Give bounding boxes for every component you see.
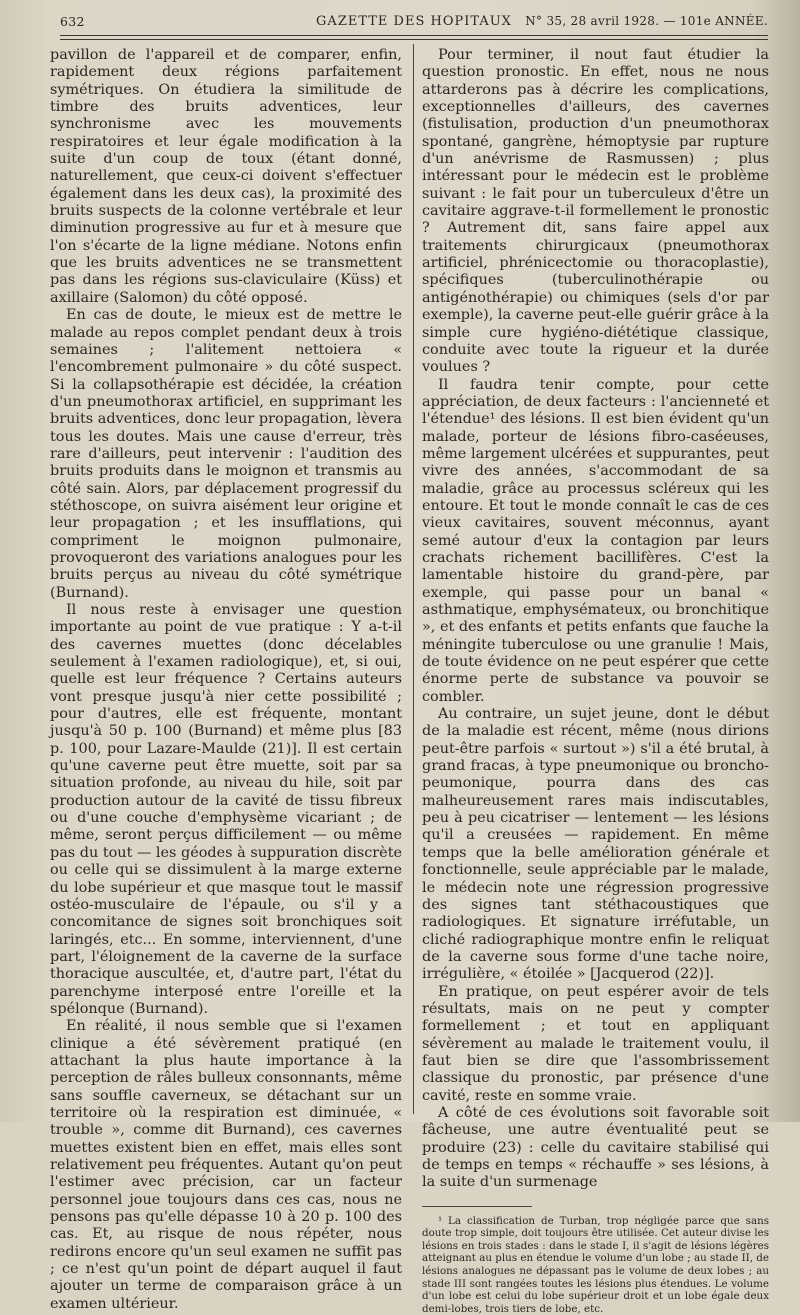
paragraph: En réalité, il nous semble que si l'examen clinique a été sévèrement pratiqué (en attachant la plus haute importance à la perception de râles bulleux consonnants, même sans souffle caverneux, se détachant sur un territoire où la respiration est diminuée, « trouble », comme dit Burnand), ces cavernes muettes existent bien en effet, mais elles sont relativement peu fréquentes. Autant qu'on peut l'estimer avec précision, car un facteur personnel joue toujours dans ces cas, nous ne pensons pas qu'elle dépasse 10 à 20 p. 100 des cas. Et, au risque de nous répéter, nous redirons encore qu'un seul examen ne suffit pas ; ce n'est qu'un point de départ auquel il faut ajouter un terme de comparaison grâce à un examen ultérieur.: [50, 1018, 402, 1312]
paragraph: Pour terminer, il nout faut étudier la question pronostic. En effet, nous ne nous attarderons pas à décrire les complications, exceptionnelles d'ailleurs, des cavernes (fistulisation, production d'un pneumothorax spontané, gangrène, hémoptysie par rupture d'un anévrisme de Rasmussen) ; plus intéressant pour le médecin est le problème suivant : le fait pour un tuberculeux d'être un cavitaire aggrave-t-il formellement le pronostic ? Autrement dit, sans faire appel aux traitements chirurgicaux (pneumothorax artificiel, phrénicectomie ou thoracoplastie), spécifiques (tuberculinothérapie ou antigénothérapie) ou chimiques (sels d'or par exemple), la caverne peut-elle guérir grâce à la simple cure hygiéno-diététique classique, conduite avec toute la rigueur et la durée voulues ?: [422, 47, 769, 376]
paragraph: Au contraire, un sujet jeune, dont le début de la maladie est récent, même (nous dirions peut-être parfois « surtout ») s'il a été brutal, à grand fracas, à type pneumonique ou broncho-peumonique, pourra dans des cas malheureusement rares mais indiscutables, peu à peu cicatriser — lentement — les lésions qu'il a creusées — rapidement. En même temps que la belle amélioration générale et fonctionnelle, seule appréciable par le malade, le médecin note une régression progressive des signes tant stéthacoustiques que radiologiques. Et signature irréfutable, un cliché radiographique montre enfin le reliquat de la caverne sous forme d'une tache noire, irrégulière, « étoilée » [Jacquerod (22)].: [422, 706, 769, 983]
paragraph: pavillon de l'appareil et de comparer, enfin, rapidement deux régions parfaitement symétriques. On étudiera la similitude de timbre des bruits adventices, leur synchronisme avec les mouvements respiratoires et leur égale modification à la suite d'un coup de toux (étant donné, naturellement, que ceux-ci doivent s'effectuer également dans les deux cas), la proximité des bruits suspects de la colonne vertébrale et leur diminution progressive au fur et à mesure que l'on s'écarte de la ligne médiane. Notons enfin que les bruits adventices ne se transmettent pas dans les régions sus-claviculaire (Küss) et axillaire (Salomon) du côté opposé.: [50, 47, 402, 306]
paragraph: A côté de ces évolutions soit favorable soit fâcheuse, une autre éventualité peut se produire (23) : celle du cavitaire stabilisé qui de temps en temps « réchauffe » ses lésions, à la suite d'un surmenage: [422, 1104, 769, 1191]
column-divider: [413, 44, 414, 1114]
footnote: ¹ La classification de Turban, trop négligée parce que sans doute trop simple, doit toujours être utilisée. Cet auteur divise les lésions en trois stades : dans le stade I, il s'agit de lésions légères atteignant au plus en étendue le volume d'un lobe ; au stade II, de lésions analogues ne dépassant pas le volume de deux lobes ; au stade III sont rangées toutes les lésions plus étendues. Le volume d'un lobe est celui du lobe supérieur droit et un lobe égale deux demi-lobes, trois tiers de lobe, etc.: [422, 1214, 769, 1315]
footnote-separator: [422, 1206, 532, 1207]
header-rule-thin: [60, 39, 768, 40]
paragraph: En cas de doute, le mieux est de mettre le malade au repos complet pendant deux à trois semaines ; l'alitement nettoiera « l'encombrement pulmonaire » du côté suspect. Si la collapsothérapie est décidée, la création d'un pneumothorax artificiel, en supprimant les bruits adventices, donc leur propagation, lèvera tous les doutes. Mais une cause d'erreur, très rare d'ailleurs, peut intervenir : l'audition des bruits produits dans le moignon et transmis au côté sain. Alors, par déplacement progressif du stéthoscope, on suivra aisément leur origine et leur propagation ; et les insufflations, qui compriment le moignon pulmonaire, provoqueront des variations analogues pour les bruits perçus au niveau du côté symétrique (Burnand).: [50, 307, 402, 601]
paragraph: Il faudra tenir compte, pour cette appréciation, de deux facteurs : l'ancienneté et l'étendue¹ des lésions. Il est bien évident qu'un malade, porteur de lésions fibro-caséeuses, même largement ulcérées et suppurantes, peut vivre des années, s'accommodant de sa maladie, grâce au processus scléreux qui les entoure. Et tout le monde connaît le cas de ces vieux cavitaires, souvent méconnus, ayant semé autour d'eux la contagion par leurs crachats richement bacillifères. C'est la lamentable histoire du grand-père, par exemple, qui passe pour un banal « asthmatique, emphysémateux, ou bronchitique », et des enfants et petits enfants que fauche la méningite tuberculose ou une granulie ! Mais, de toute évidence on ne peut espérer que cette énorme perte de substance va pouvoir se combler.: [422, 376, 769, 705]
paragraph: En pratique, on peut espérer avoir de tels résultats, mais on ne peut y compter formellement ; et tout en appliquant sévèrement au malade le traitement voulu, il faut bien se dire que l'assombrissement classique du pronostic, par présence d'une cavité, reste en somme vraie.: [422, 983, 769, 1104]
page-number: 632: [60, 14, 85, 29]
issue-info: N° 35, 28 avril 1928. — 101e ANNÉE.: [525, 14, 768, 28]
paragraph: Il nous reste à envisager une question importante au point de vue pratique : Y a-t-il des cavernes muettes (donc décelables seulement à l'examen radiologique), et, si oui, quelle est leur fréquence ? Certains auteurs vont presque jusqu'à nier cette possibilité ; pour d'autres, elle est fréquente, montant jusqu'à 50 p. 100 (Burnand) et même plus [83 p. 100, pour Lazare-Maulde (21)]. Il est certain qu'une caverne peut être muette, soit par sa situation profonde, au niveau du hile, soit par production autour de la cavité de tissu fibreux ou d'une couche d'emphysème vicariant ; de même, seront perçus difficilement — ou même pas du tout — les géodes à suppuration discrète ou celle qui se dissimulent à la marge externe du lobe supérieur et que masque tout le massif ostéo-musculaire de l'épaule, ou s'il y a concomitance de signes soit bronchiques soit laringés, etc... En somme, interviennent, d'une part, l'éloignement de la caverne de la surface thoracique auscultée, et, d'autre part, l'état du parenchyme interposé entre l'oreille et la spélonque (Burnand).: [50, 602, 402, 1017]
journal-title: GAZETTE DES HOPITAUX: [316, 14, 512, 29]
right-column: [422, 47, 769, 1315]
running-header: [60, 10, 768, 32]
header-rule: [60, 35, 768, 36]
left-column: [50, 47, 402, 1313]
